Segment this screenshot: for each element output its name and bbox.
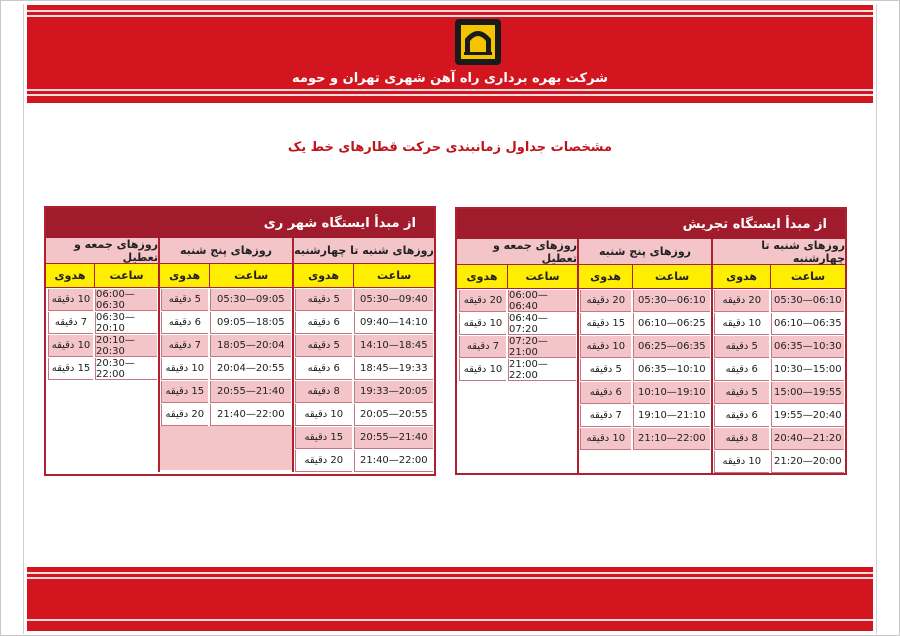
time-cell: 20:55—21:40 — [210, 381, 291, 403]
time-cell: 09:40—14:10 — [354, 312, 433, 334]
headway-cell: 7 دقیقه — [161, 335, 208, 357]
time-cell: 10:30—15:00 — [771, 359, 844, 381]
table-row — [294, 311, 434, 334]
table-row — [579, 381, 711, 404]
time-cell: 06:40—07:20 — [508, 313, 576, 335]
time-header: ساعت — [507, 265, 577, 289]
group-title: روزهای پنج شنبه — [579, 239, 711, 265]
headway-cell: 20 دقیقه — [459, 290, 506, 312]
time-cell: 06:00—06:40 — [508, 290, 576, 312]
headway-cell: 10 دقیقه — [459, 313, 506, 335]
group-title: روزهای جمعه و تعطیل — [457, 239, 577, 265]
headway-cell: 20 دقیقه — [580, 290, 631, 312]
group-weekday — [292, 238, 434, 472]
table-row — [160, 311, 292, 334]
table-title: از مبدأ ایستگاه شهر ری — [46, 208, 434, 238]
headway-cell: 6 دقیقه — [580, 382, 631, 404]
table-row — [457, 289, 577, 312]
banner-stripe — [27, 15, 873, 17]
group-weekday — [711, 239, 845, 473]
time-header: ساعت — [632, 265, 711, 289]
headway-cell: 20 دقیقه — [714, 290, 769, 312]
time-header: ساعت — [353, 264, 434, 288]
time-cell: 20:55—21:40 — [354, 427, 433, 449]
headway-cell: 8 دقیقه — [714, 428, 769, 450]
table-row — [713, 289, 845, 312]
time-cell: 18:05—20:04 — [210, 335, 291, 357]
table-row — [294, 426, 434, 449]
table-row — [46, 334, 158, 357]
time-cell: 07:20—21:00 — [508, 336, 576, 358]
time-cell: 20:40—21:20 — [771, 428, 844, 450]
headway-cell: 10 دقیقه — [580, 428, 631, 450]
table-title: از مبدأ ایستگاه تجریش — [457, 209, 845, 239]
time-cell: 21:20—20:00 — [771, 451, 844, 473]
time-cell: 20:30—22:00 — [95, 358, 157, 380]
time-cell: 05:30—06:10 — [633, 290, 710, 312]
headway-cell: 5 دقیقه — [295, 289, 352, 311]
time-cell: 05:30—09:05 — [210, 289, 291, 311]
headway-cell: 15 دقیقه — [295, 427, 352, 449]
group-thursday — [577, 239, 711, 473]
headway-cell: 15 دقیقه — [161, 381, 208, 403]
time-cell: 09:05—18:05 — [210, 312, 291, 334]
group-friday-holiday — [46, 238, 158, 472]
headway-cell: 10 دقیقه — [48, 335, 93, 357]
time-cell: 05:30—06:10 — [771, 290, 844, 312]
table-row — [160, 288, 292, 311]
time-cell: 18:45—19:33 — [354, 358, 433, 380]
headway-cell: 6 دقیقه — [714, 359, 769, 381]
banner-stripe — [27, 10, 873, 12]
table-row — [579, 404, 711, 427]
headway-cell: 5 دقیقه — [714, 382, 769, 404]
left-edge-line — [23, 4, 24, 634]
table-row — [46, 288, 158, 311]
headway-cell: 10 دقیقه — [48, 289, 93, 311]
table-row — [294, 288, 434, 311]
table-row — [294, 334, 434, 357]
table-row — [160, 380, 292, 403]
group-title: روزهای جمعه و تعطیل — [46, 238, 158, 264]
headway-cell: 5 دقیقه — [295, 335, 352, 357]
time-cell: 19:10—21:10 — [633, 405, 710, 427]
headway-cell: 10 دقیقه — [714, 451, 769, 473]
time-cell: 21:00—22:00 — [508, 359, 576, 381]
table-row — [46, 357, 158, 380]
time-cell: 14:10—18:45 — [354, 335, 433, 357]
table-row — [294, 357, 434, 380]
group-thursday — [158, 238, 292, 472]
headway-cell: 5 دقیقه — [714, 336, 769, 358]
headway-cell: 10 دقیقه — [295, 404, 352, 426]
time-header: ساعت — [94, 264, 158, 288]
empty-filler — [160, 426, 292, 470]
time-cell: 10:10—19:10 — [633, 382, 710, 404]
headway-cell: 20 دقیقه — [295, 450, 352, 472]
table-row — [457, 312, 577, 335]
headway-cell: 10 دقیقه — [714, 313, 769, 335]
headway-cell: 7 دقیقه — [459, 336, 506, 358]
table-row — [713, 358, 845, 381]
time-cell: 06:35—10:10 — [633, 359, 710, 381]
table-row — [294, 449, 434, 472]
group-title: روزهای پنج شنبه — [160, 238, 292, 264]
time-cell: 21:40—22:00 — [210, 404, 291, 426]
company-name: شرکت بهره برداری راه آهن شهری تهران و حومه — [292, 71, 608, 86]
group-title: روزهای شنبه تا چهارشنبه — [713, 239, 845, 265]
headway-cell: 6 دقیقه — [161, 312, 208, 334]
headway-cell: 6 دقیقه — [714, 405, 769, 427]
headway-header: هدوی — [160, 264, 209, 288]
table-row — [160, 357, 292, 380]
table-row — [294, 380, 434, 403]
headway-cell: 10 دقیقه — [161, 358, 208, 380]
group-friday-holiday — [457, 239, 577, 473]
group-title: روزهای شنبه تا چهارشنبه — [294, 238, 434, 264]
time-cell: 15:00—19:55 — [771, 382, 844, 404]
headway-header: هدوی — [713, 265, 770, 289]
banner-stripe — [27, 89, 873, 91]
table-row — [294, 403, 434, 426]
headway-cell: 15 دقیقه — [580, 313, 631, 335]
time-cell: 06:00—06:30 — [95, 289, 157, 311]
headway-cell: 5 دقیقه — [580, 359, 631, 381]
page-title: مشخصات جداول زمانبندی حرکت قطارهای خط یک — [287, 140, 613, 155]
table-row — [579, 427, 711, 450]
time-cell: 05:30—09:40 — [354, 289, 433, 311]
time-cell: 20:05—20:55 — [354, 404, 433, 426]
top-banner — [27, 5, 873, 103]
table-row — [579, 358, 711, 381]
time-cell: 20:04—20:55 — [210, 358, 291, 380]
bottom-banner — [27, 567, 873, 631]
metro-logo-icon — [455, 19, 501, 65]
headway-cell: 6 دقیقه — [295, 358, 352, 380]
headway-header: هدوی — [457, 265, 507, 289]
headway-cell: 5 دقیقه — [161, 289, 208, 311]
time-cell: 06:10—06:25 — [633, 313, 710, 335]
headway-cell: 7 دقیقه — [580, 405, 631, 427]
headway-header: هدوی — [46, 264, 94, 288]
banner-stripe — [27, 619, 873, 621]
table-shahreray — [44, 206, 436, 476]
headway-cell: 20 دقیقه — [161, 404, 208, 426]
headway-cell: 10 دقیقه — [580, 336, 631, 358]
time-cell: 06:35—10:30 — [771, 336, 844, 358]
table-tajrish — [455, 207, 847, 475]
time-cell: 19:33—20:05 — [354, 381, 433, 403]
time-header: ساعت — [209, 264, 292, 288]
banner-stripe — [27, 572, 873, 574]
time-cell: 20:10—20:30 — [95, 335, 157, 357]
banner-stripe — [27, 577, 873, 579]
table-row — [713, 335, 845, 358]
table-row — [160, 334, 292, 357]
headway-cell: 10 دقیقه — [459, 359, 506, 381]
table-row — [713, 404, 845, 427]
headway-cell: 8 دقیقه — [295, 381, 352, 403]
table-row — [579, 289, 711, 312]
headway-cell: 15 دقیقه — [48, 358, 93, 380]
time-header: ساعت — [770, 265, 845, 289]
headway-header: هدوی — [579, 265, 632, 289]
table-row — [457, 358, 577, 381]
time-cell: 19:55—20:40 — [771, 405, 844, 427]
table-row — [160, 403, 292, 426]
table-row — [713, 450, 845, 473]
time-cell: 06:25—06:35 — [633, 336, 710, 358]
time-cell: 21:40—22:00 — [354, 450, 433, 472]
headway-cell: 6 دقیقه — [295, 312, 352, 334]
banner-stripe — [27, 94, 873, 96]
table-row — [713, 427, 845, 450]
table-row — [46, 311, 158, 334]
headway-cell: 7 دقیقه — [48, 312, 93, 334]
table-row — [713, 381, 845, 404]
table-row — [579, 335, 711, 358]
time-cell: 06:30—20:10 — [95, 312, 157, 334]
headway-header: هدوی — [294, 264, 353, 288]
table-row — [579, 312, 711, 335]
time-cell: 06:10—06:35 — [771, 313, 844, 335]
table-row — [713, 312, 845, 335]
table-row — [457, 335, 577, 358]
time-cell: 21:10—22:00 — [633, 428, 710, 450]
right-edge-line — [876, 4, 877, 634]
